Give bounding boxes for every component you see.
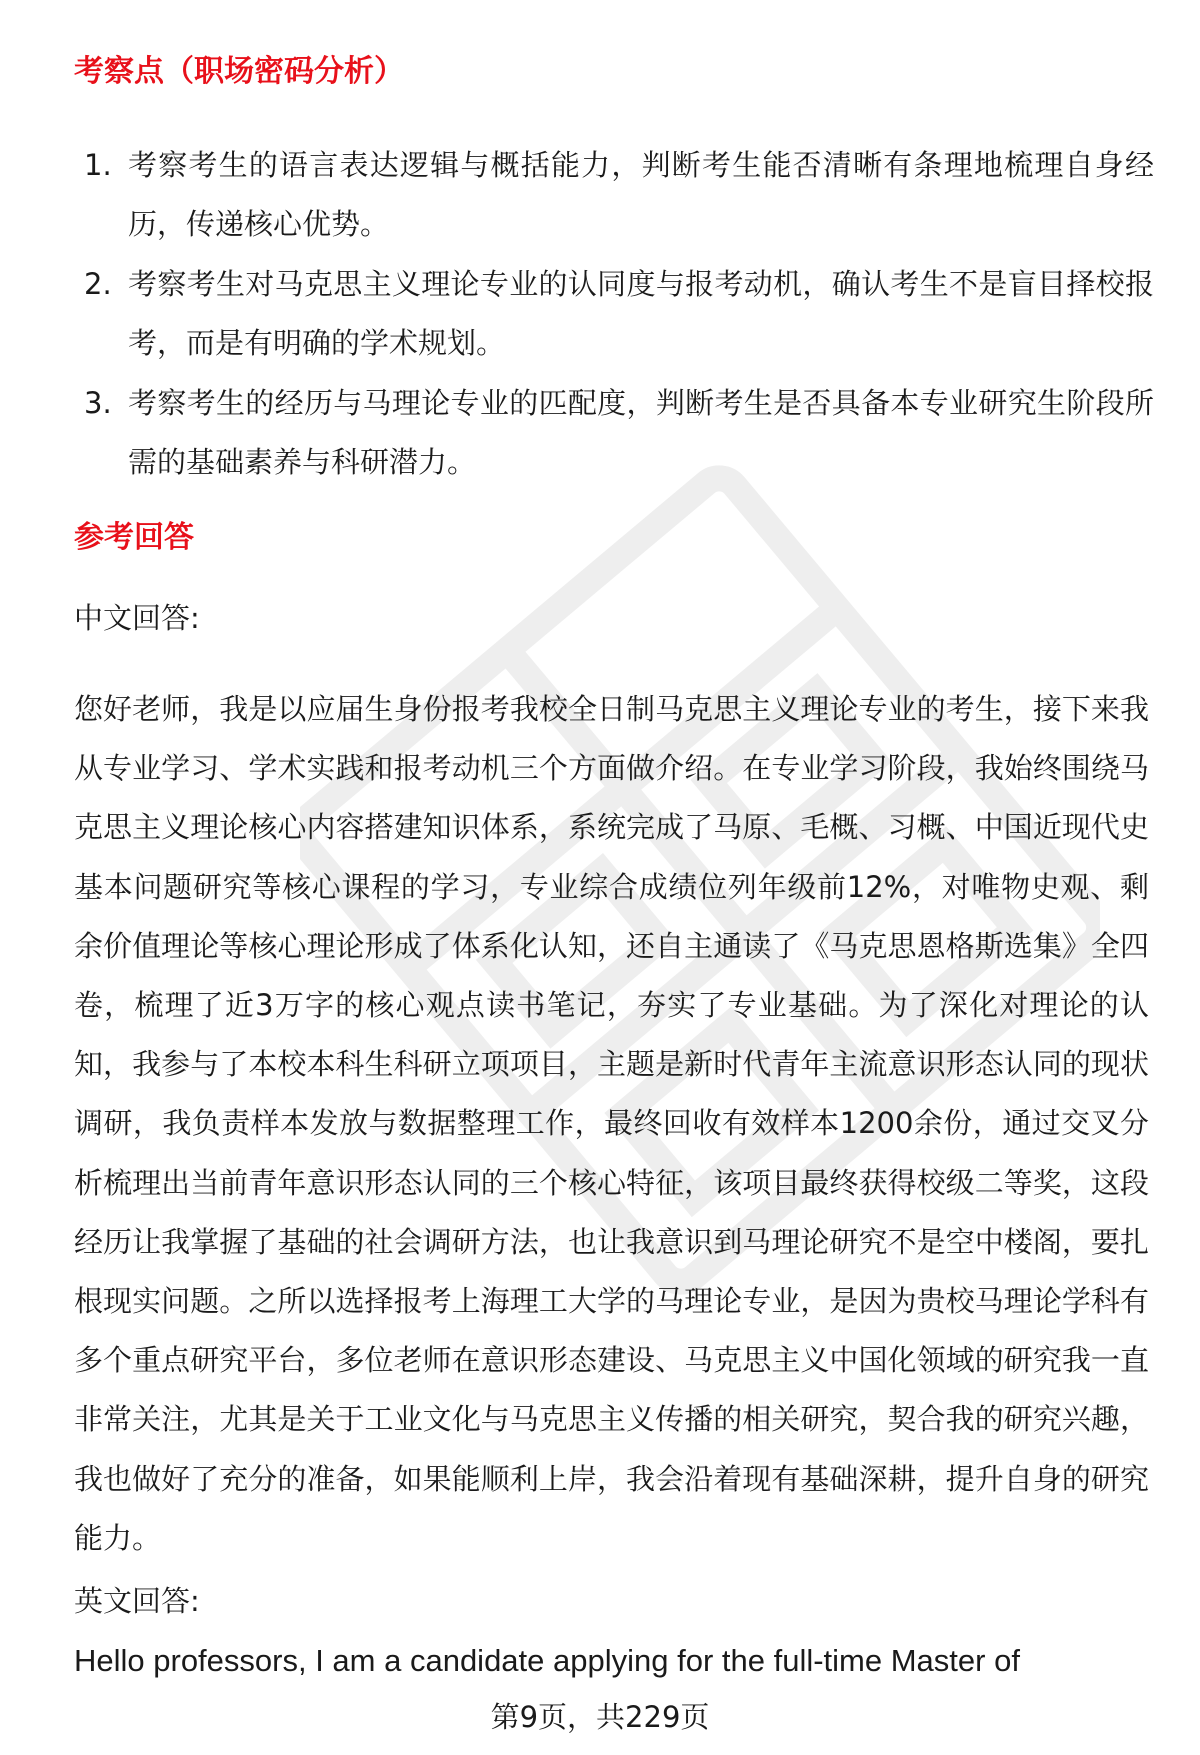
list-item — [74, 374, 1154, 491]
chinese-answer-paragraph: 您好老师，我是以应届生身份报考我校全日制马克思主义理论专业的考生，接下来我从专业学习、学术实践和报考动机三个方面做介绍。在专业学习阶段，我始终围绕马克思主义理论核心内容搭建知识体系，系统完成了马原、毛概、习概、中国近现代史基本问题研究等核心课程的学习，专业综合成绩位列年级前12%，对唯物史观、剩余价值理论等核心理论形成了体系化认知，还自主通读了《马克思恩格斯选集》全四卷，梳理了近3万字的核心观点读书笔记，夯实了专业基础。为了深化对理论的认知，我参与了本校本科生科研立项项目，主题是新时代青年主流意识形态认同的现状调研，我负责样本发放与数据整理工作，最终回收有效样本1200余份，通过交叉分析梳理出当前青年意识形态认同的三个核心特征，该项目最终获得校级二等奖，这段经历让我掌握了基础的社会调研方法，也让我意识到马理论研究不是空中楼阁，要扎根现实问题。之所以选择报考上海理工大学的马理论专业，是因为贵校马理论学科有多个重点研究平台，多位老师在意识形态建设、马克思主义中国化领域的研究我一直非常关注，尤其是关于工业文化与马克思主义传播的相关研究，契合我的研究兴趣，我也做好了充分的准备，如果能顺利上岸，我会沿着现有基础深耕，提升自身的研究能力。 — [74, 692, 1149, 1555]
list-item — [74, 136, 1154, 253]
list-item-number: 1. — [84, 148, 112, 182]
assessment-point-list — [74, 136, 1154, 493]
list-item-text: 考察考生的经历与马理论专业的匹配度，判断考生是否具备本专业研究生阶段所需的基础素养与科研潜力。 — [128, 386, 1154, 479]
english-answer-label: 英文回答: — [74, 1584, 200, 1618]
list-item-number: 3. — [84, 386, 112, 420]
section-heading-reference-answer: 参考回答 — [74, 520, 194, 555]
list-item — [74, 255, 1154, 372]
list-item-text: 考察考生对马克思主义理论专业的认同度与报考动机，确认考生不是盲目择校报考，而是有明确的学术规划。 — [128, 267, 1154, 360]
list-item-text: 考察考生的语言表达逻辑与概括能力，判断考生能否清晰有条理地梳理自身经历，传递核心优势。 — [128, 148, 1154, 241]
section-heading-assessment: 考察点（职场密码分析） — [74, 54, 404, 89]
english-answer-paragraph: Hello professors, I am a candidate applying for the full-time Master of — [74, 1643, 1020, 1678]
chinese-answer-label: 中文回答: — [74, 601, 200, 635]
page-number-footer: 第9页，共229页 — [490, 1700, 710, 1734]
list-item-number: 2. — [84, 267, 112, 301]
